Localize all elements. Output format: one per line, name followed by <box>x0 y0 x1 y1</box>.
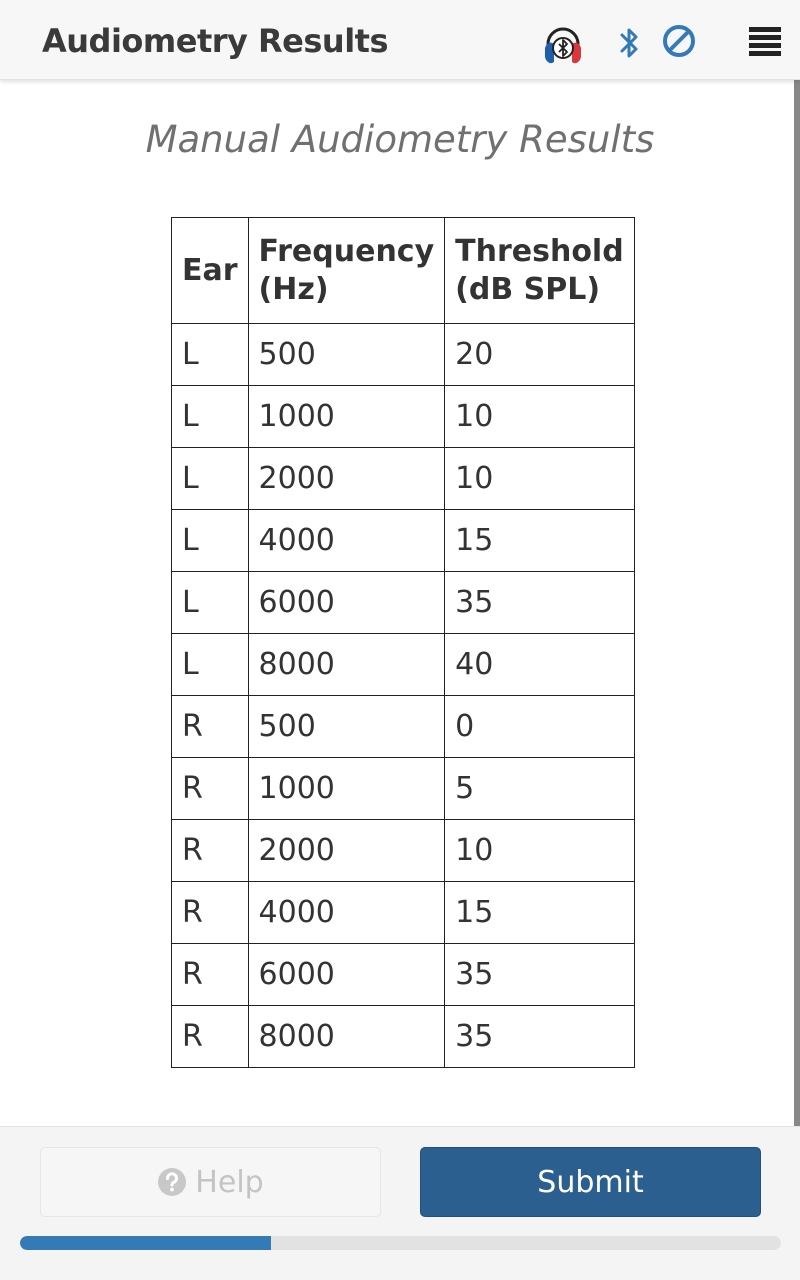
cell-threshold: 35 <box>445 944 635 1006</box>
cell-ear: R <box>172 820 249 882</box>
table-row <box>172 696 635 758</box>
app-header <box>0 0 800 80</box>
table-row <box>172 572 635 634</box>
cell-frequency: 500 <box>248 696 445 758</box>
table-row <box>172 510 635 572</box>
table-body <box>172 324 635 1068</box>
footer <box>0 1126 800 1280</box>
cell-threshold: 0 <box>445 696 635 758</box>
table-row <box>172 634 635 696</box>
menu-icon[interactable] <box>746 24 784 60</box>
cell-threshold: 15 <box>445 510 635 572</box>
cell-ear: L <box>172 448 249 510</box>
results-table <box>171 217 635 1068</box>
cell-frequency: 6000 <box>248 944 445 1006</box>
cell-ear: L <box>172 634 249 696</box>
column-header-threshold: Threshold (dB SPL) <box>445 218 635 324</box>
table-row <box>172 758 635 820</box>
cell-threshold: 10 <box>445 820 635 882</box>
cell-ear: L <box>172 386 249 448</box>
cell-ear: L <box>172 572 249 634</box>
cell-frequency: 500 <box>248 324 445 386</box>
cell-threshold: 40 <box>445 634 635 696</box>
cell-ear: R <box>172 882 249 944</box>
bluetooth-headphones-icon[interactable] <box>542 24 584 64</box>
help-button[interactable] <box>40 1147 381 1217</box>
cell-frequency: 1000 <box>248 758 445 820</box>
help-button-label: Help <box>195 1164 264 1200</box>
cell-ear: R <box>172 758 249 820</box>
cell-threshold: 10 <box>445 386 635 448</box>
table-row <box>172 1006 635 1068</box>
cell-threshold: 35 <box>445 1006 635 1068</box>
cell-frequency: 2000 <box>248 820 445 882</box>
bluetooth-icon[interactable] <box>614 24 646 62</box>
header-title: Audiometry Results <box>42 22 389 60</box>
cell-threshold: 15 <box>445 882 635 944</box>
cell-ear: R <box>172 1006 249 1068</box>
cell-threshold: 10 <box>445 448 635 510</box>
table-row <box>172 882 635 944</box>
cell-threshold: 5 <box>445 758 635 820</box>
cell-ear: L <box>172 324 249 386</box>
cell-frequency: 1000 <box>248 386 445 448</box>
question-circle-icon <box>157 1167 187 1197</box>
column-header-frequency: Frequency (Hz) <box>248 218 445 324</box>
cell-frequency: 6000 <box>248 572 445 634</box>
table-row <box>172 944 635 1006</box>
table-row <box>172 324 635 386</box>
cell-frequency: 2000 <box>248 448 445 510</box>
submit-button-label: Submit <box>537 1164 644 1200</box>
table-row <box>172 448 635 510</box>
cell-ear: L <box>172 510 249 572</box>
block-icon[interactable] <box>660 22 698 60</box>
cell-ear: R <box>172 696 249 758</box>
cell-frequency: 4000 <box>248 510 445 572</box>
table-row <box>172 820 635 882</box>
cell-threshold: 35 <box>445 572 635 634</box>
cell-frequency: 8000 <box>248 634 445 696</box>
scrollbar[interactable] <box>794 80 800 1126</box>
cell-threshold: 20 <box>445 324 635 386</box>
cell-frequency: 4000 <box>248 882 445 944</box>
table-header-row <box>172 218 635 324</box>
page-title: Manual Audiometry Results <box>145 118 655 161</box>
progress-bar-fill <box>20 1236 271 1250</box>
table-row <box>172 386 635 448</box>
submit-button[interactable] <box>420 1147 761 1217</box>
progress-bar <box>20 1236 781 1250</box>
column-header-ear: Ear <box>172 218 249 324</box>
cell-ear: R <box>172 944 249 1006</box>
cell-frequency: 8000 <box>248 1006 445 1068</box>
